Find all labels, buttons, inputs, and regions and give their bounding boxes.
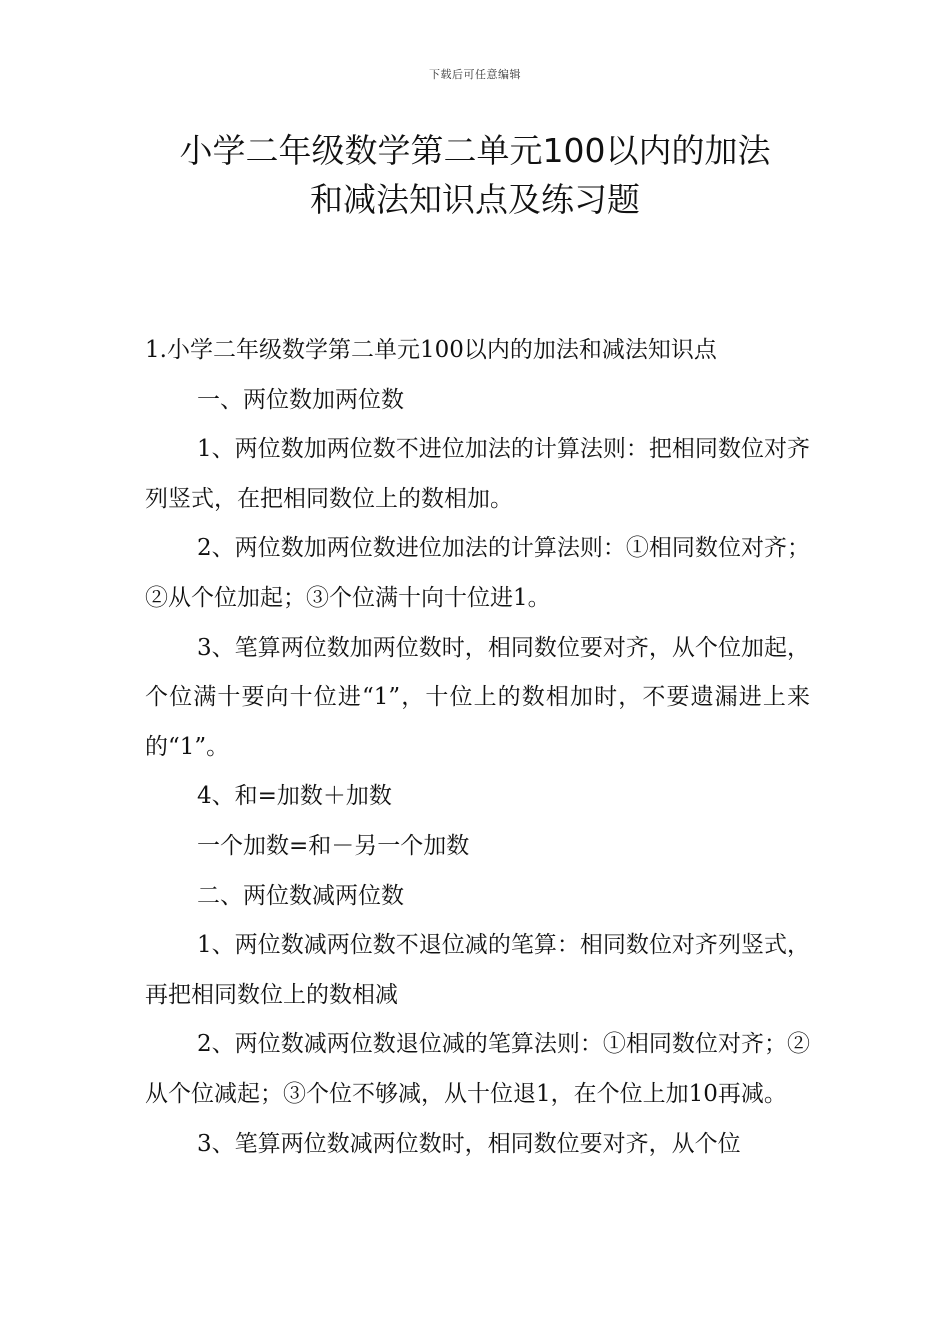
paragraph-addition-rule-1: 1、两位数加两位数不进位加法的计算法则：把相同数位对齐列竖式，在把相同数位上的数相加。 [145,436,810,512]
header-note: 下载后可任意编辑 [429,68,521,81]
subheading-addition: 一、两位数加两位数 [197,386,404,413]
paragraph-subtraction-rule-1: 1、两位数减两位数不退位减的笔算：相同数位对齐列竖式，再把相同数位上的数相减 [145,932,810,1008]
document-body [145,326,810,1169]
paragraph-subtraction-rule-3: 3、笔算两位数减两位数时，相同数位要对齐，从个位 [197,1130,741,1157]
paragraph-subtraction-rule-2: 2、两位数减两位数退位减的笔算法则：①相同数位对齐；②从个位减起；③个位不够减，从十位退1，在个位上加10再减。 [145,1031,810,1107]
subheading-subtraction: 二、两位数减两位数 [197,882,404,909]
title-line-2: 和减法知识点及练习题 [310,180,640,219]
document-title [100,126,850,224]
title-line-1: 小学二年级数学第二单元100以内的加法 [179,131,771,170]
paragraph-addend-formula: 一个加数=和－另一个加数 [197,832,470,859]
paragraph-addition-rule-3: 3、笔算两位数加两位数时，相同数位要对齐，从个位加起，个位满十要向十位进“1”，十位上的数相加时，不要遗漏进上来的“1”。 [145,634,810,760]
section-heading-knowledge-points: 1.小学二年级数学第二单元100以内的加法和减法知识点 [145,337,717,363]
paragraph-addition-formula: 4、和=加数＋加数 [197,783,392,810]
paragraph-addition-rule-2: 2、两位数加两位数进位加法的计算法则：①相同数位对齐；②从个位加起；③个位满十向十位进1。 [145,535,810,611]
